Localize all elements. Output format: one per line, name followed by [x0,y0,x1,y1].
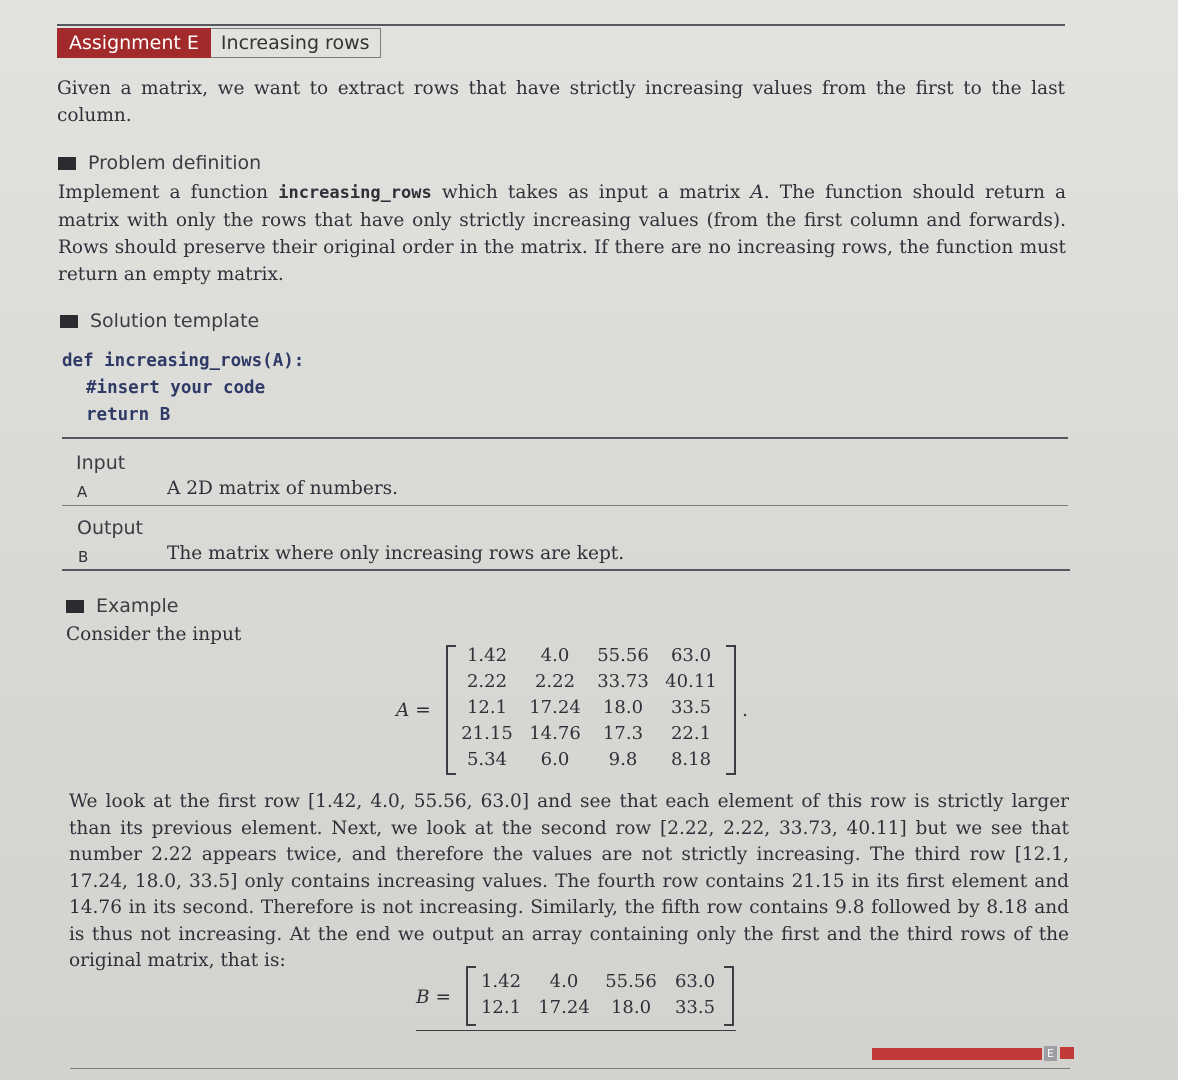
problem-heading-text: Problem definition [88,152,262,174]
input-var: A [77,483,88,501]
matrix-cell: 12.1 [480,997,522,1018]
matrix-cell: 4.0 [549,971,579,992]
matrix-cell: 63.0 [674,971,716,992]
matrix-cell: 5.34 [466,749,508,770]
io-bottom-rule [62,569,1070,571]
section-bullet-icon [60,315,78,328]
code-keyword-def: def [62,351,94,371]
matrix-cell: 12.1 [466,697,508,718]
output-desc: The matrix where only increasing rows are kept. [167,543,625,564]
matrix-cell: 22.1 [670,723,712,744]
matrix-a-label: A = [396,700,431,721]
assignment-header [57,28,381,58]
matrix-cell: 18.0 [602,697,644,718]
matrix-a [446,645,736,775]
output-label: Output [77,517,143,539]
matrix-cell: 55.56 [605,971,657,992]
matrix-cell: 1.42 [480,971,522,992]
matrix-cell: 55.56 [597,645,649,666]
section-bullet-icon [58,157,76,170]
io-mid-rule [62,505,1068,506]
matrix-cell: 14.76 [529,723,581,744]
function-name: increasing_rows [278,183,432,203]
matrix-cell: 17.24 [538,997,590,1018]
matrix-cell: 33.73 [597,671,649,692]
code-block [62,348,304,429]
matrix-cell: 1.42 [466,645,508,666]
matrix-cell: 4.0 [540,645,570,666]
matrix-b-label: B = [416,987,451,1008]
solution-heading-text: Solution template [90,310,260,332]
code-line-3 [62,402,304,429]
footer-rule [70,1068,1070,1069]
assignment-label: Assignment E [57,28,211,58]
matrix-a-period: . [742,700,748,721]
matrix-b-underline [416,1030,736,1031]
code-keyword-return: return [86,405,150,425]
matrix-cell: 40.11 [665,671,717,692]
explanation-paragraph: We look at the first row [1.42, 4.0, 55.56, 63.0] and see that each element of this row is strictly larger than its previous element. Next, we look at the second row [2.22, 2.22, 33.73, 40.11] but we see that number 2.22 appears twice, and therefore the values are not strictly increasing. The third row [12.1, 17.24, 18.0, 33.5] only contains increasing values. The fourth row contains 21.15 in its first element and 14.76 in its second. Therefore is not increasing. Similarly, the fifth row contains 9.8 followed by 8.18 and is thus not increasing. At the end we output an array containing only the first and the third rows of the original matrix, that is: [69,791,1069,971]
problem-heading [58,152,261,174]
matrix-b [466,966,734,1026]
example-heading [66,595,178,617]
matrix-a-right-bracket [726,645,736,775]
matrix-var: A [750,182,764,203]
code-def-rest: increasing_rows(A): [93,351,305,371]
matrix-cell: 8.18 [670,749,712,770]
problem-text-pre: Implement a function [58,182,279,203]
problem-paragraph [58,179,1066,288]
code-comment: #insert your code [86,378,266,398]
top-rule [57,24,1065,26]
matrix-cell: 9.8 [608,749,638,770]
problem-text-mid: which takes as input a matrix [431,182,751,203]
matrix-cell: 2.22 [466,671,508,692]
assignment-title: Increasing rows [211,28,381,58]
consider-text: Consider the input [66,624,242,645]
input-label: Input [76,452,126,474]
section-bullet-icon [66,600,84,613]
problem-text-post: . The function should return a matrix with only the rows that have only strictly increasing values (from the first column and forwards). Rows should preserve their original order in the matrix. If there are no increasing rows, the function must return an empty matrix. [58,182,1067,285]
matrix-cell: 2.22 [534,671,576,692]
matrix-cell: 6.0 [540,749,570,770]
footer-mark: E [1044,1046,1057,1061]
matrix-cell: 63.0 [670,645,712,666]
solution-heading [60,310,259,332]
output-var: B [78,548,89,566]
footer-bar [872,1048,1042,1060]
example-heading-text: Example [96,595,179,617]
code-line-2 [62,375,304,402]
matrix-cell: 17.3 [602,723,644,744]
intro-paragraph: Given a matrix, we want to extract rows that have strictly increasing values from the first to the last column. [57,78,1065,126]
input-desc: A 2D matrix of numbers. [167,478,399,499]
code-line-1 [62,348,304,375]
matrix-cell: 18.0 [610,997,652,1018]
io-top-rule [62,437,1068,439]
matrix-cell: 21.15 [461,723,513,744]
matrix-cell: 33.5 [670,697,712,718]
matrix-cell: 33.5 [674,997,716,1018]
matrix-cell: 17.24 [529,697,581,718]
code-return-rest: B [149,405,171,425]
footer-square-icon [1060,1047,1074,1059]
